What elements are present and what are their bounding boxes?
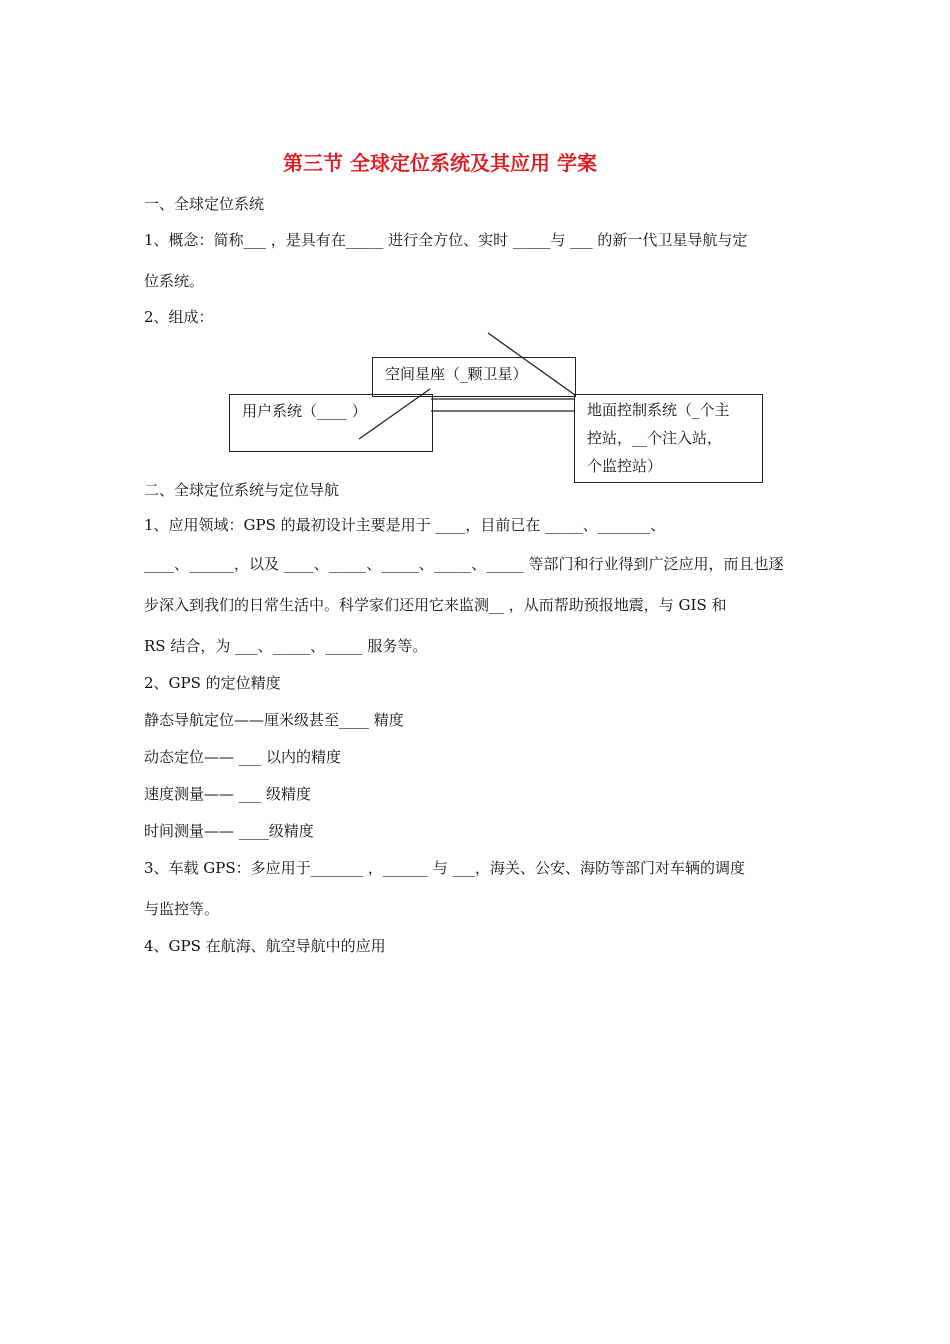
vehicle-gps-line-cont: 与监控等。	[144, 900, 220, 918]
ground-segment-label-2: 控站，__个注入站，	[587, 429, 723, 447]
section-1-heading: 一、全球定位系统	[144, 195, 265, 213]
page-title: 第三节 全球定位系统及其应用 学案	[283, 151, 597, 175]
composition-label: 2、组成：	[144, 308, 214, 326]
accuracy-heading: 2、GPS 的定位精度	[144, 674, 281, 692]
navigation-application-line: 4、GPS 在航海、航空导航中的应用	[144, 937, 386, 955]
section-2-heading: 二、全球定位系统与定位导航	[144, 481, 340, 499]
application-line-1: 1、应用领域：GPS 的最初设计主要是用于 ____，目前已在 _____、_______、	[144, 516, 666, 534]
accuracy-time: 时间测量—— ____级精度	[144, 822, 314, 840]
application-line-2: ____、______，以及 ____、_____、_____、_____、_____ 等部门和行业得到广泛应用，而且也逐	[144, 555, 784, 573]
accuracy-static: 静态导航定位——厘米级甚至____ 精度	[144, 711, 404, 729]
diagonal-line-left	[359, 389, 430, 439]
application-line-3: 步深入到我们的日常生活中。科学家们还用它来监测__ ，从而帮助预报地震，与 GIS 和	[144, 596, 727, 614]
ground-segment-label-3: 个监控站）	[587, 457, 663, 475]
user-segment-label: 用户系统（____ ）	[242, 402, 367, 420]
ground-segment-label-1: 地面控制系统（_个主	[587, 401, 730, 419]
concept-line-cont: 位系统。	[144, 272, 205, 290]
accuracy-dynamic: 动态定位—— ___ 以内的精度	[144, 748, 342, 766]
vehicle-gps-line: 3、车载 GPS：多应用于_______ ，______ 与 ___，海关、公安、海防等部门对车辆的调度	[144, 859, 745, 877]
diagonal-line-right	[488, 333, 575, 395]
application-line-4: RS 结合，为 ___、_____、_____ 服务等。	[144, 637, 428, 655]
space-segment-label: 空间星座（_颗卫星）	[385, 365, 528, 383]
accuracy-speed: 速度测量—— ___ 级精度	[144, 785, 312, 803]
concept-line: 1、概念：简称___ ，是具有在_____ 进行全方位、实时 _____与 ___ 的新一代卫星导航与定	[144, 231, 748, 249]
